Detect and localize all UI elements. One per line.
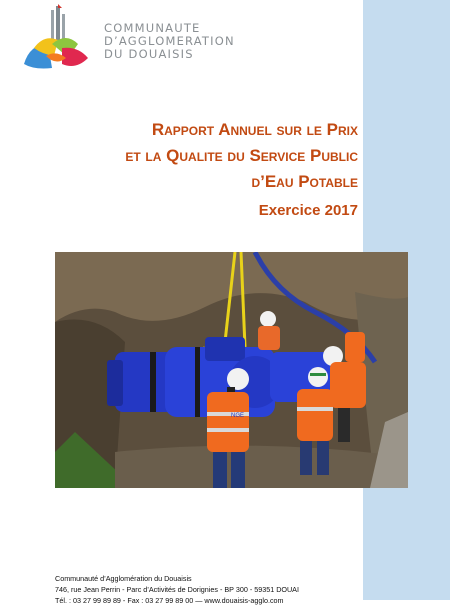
org-name-line-3: DU DOUAISIS (104, 47, 194, 61)
cover-photo-workers-pipe (55, 252, 408, 488)
title-line-1: Rapport Annuel sur le Prix (151, 120, 358, 139)
footer-contact-line: Tél. : 03 27 99 89 89 - Fax : 03 27 99 89 00 — www.douaisis-agglo.com (55, 596, 284, 605)
footer-org: Communauté d’Agglomération du Douaisis (55, 574, 192, 583)
report-title (58, 117, 358, 195)
title-line-2: et la Qualite du Service Public (125, 146, 358, 165)
helmet-badge: NGE (231, 413, 245, 419)
footer-address: 746, rue Jean Perrin - Parc d’Activités de Dorignies - BP 300 - 59351 DOUAI (55, 585, 299, 594)
agglomeration-logo (22, 4, 92, 74)
organization-name (104, 22, 235, 61)
title-line-3: d’Eau Potable (251, 172, 358, 191)
footer-contact (55, 573, 299, 606)
org-name-line-1: COMMUNAUTE (104, 21, 201, 35)
org-name-line-2: D’AGGLOMERATION (104, 34, 235, 48)
exercise-year: Exercice 2017 (258, 202, 358, 219)
